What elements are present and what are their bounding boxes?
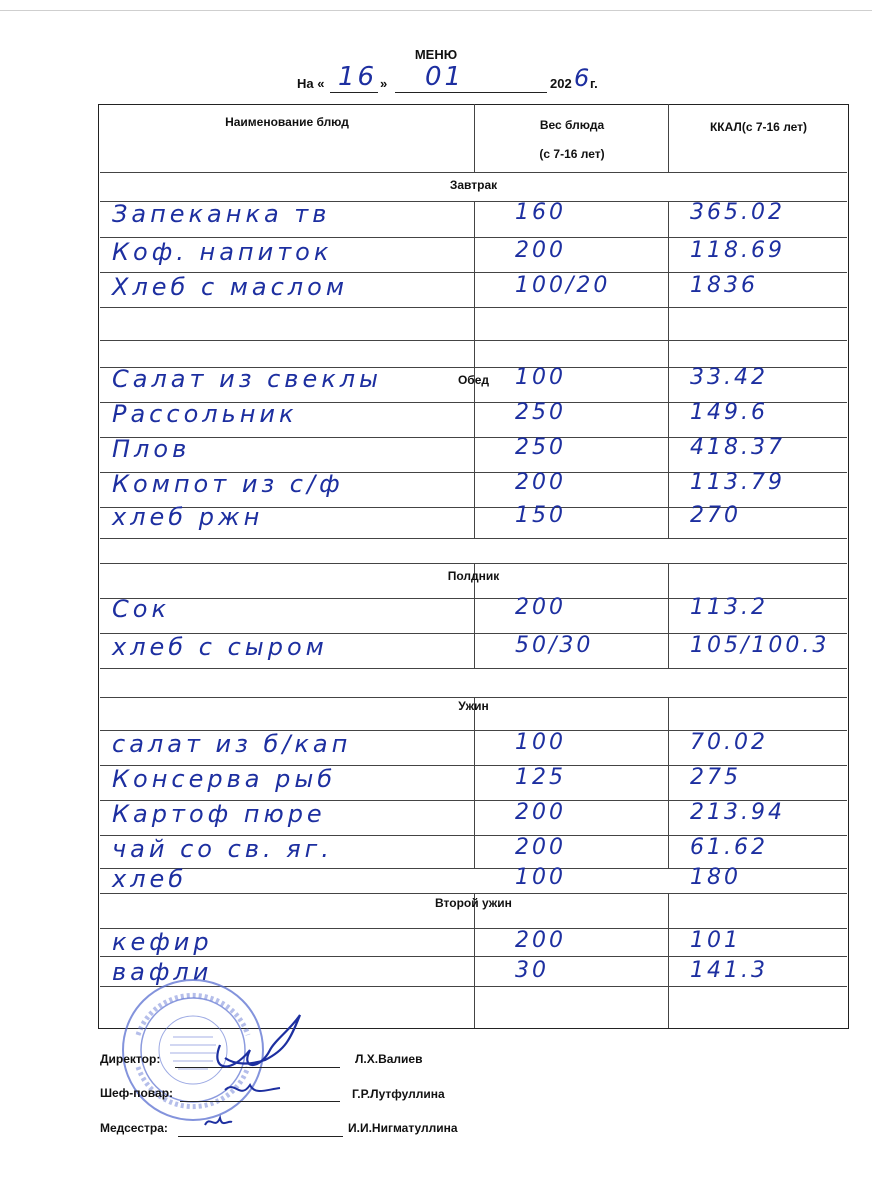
section-breakfast: Завтрак [449, 178, 498, 192]
dish-name: салат из б/кап [112, 730, 352, 758]
dish-name: вафли [112, 958, 213, 986]
dish-weight: 200 [515, 238, 566, 263]
month-line [395, 92, 547, 93]
dish-kcal: 118.69 [690, 238, 785, 263]
section-second-dinner: Второй ужин [435, 896, 512, 910]
dish-kcal: 70.02 [690, 730, 768, 755]
dish-weight: 200 [515, 928, 566, 953]
dish-kcal: 180 [690, 865, 741, 890]
dish-kcal: 275 [690, 765, 741, 790]
dish-name: Рассольник [112, 400, 298, 428]
dish-weight: 125 [515, 765, 566, 790]
dish-kcal: 365.02 [690, 200, 785, 225]
dish-kcal: 418.37 [690, 435, 785, 460]
column-divider [668, 201, 669, 538]
dish-weight: 100 [515, 865, 566, 890]
date-year-prefix: 202 [550, 76, 572, 91]
column-divider [474, 201, 475, 538]
dish-weight: 100 [515, 365, 566, 390]
chef-label: Шеф-повар: [100, 1086, 174, 1100]
dish-kcal: 61.62 [690, 835, 768, 860]
dish-name: кефир [112, 928, 213, 956]
header-dish-name: Наименование блюд [225, 115, 349, 129]
header-weight-age: (с 7-16 лет) [539, 147, 605, 161]
column-divider [668, 893, 669, 1028]
dish-weight: 30 [515, 958, 549, 983]
section-snack: Полдник [447, 569, 500, 583]
dish-name: Коф. напиток [112, 238, 333, 266]
date-year-digit: 6 [574, 64, 593, 92]
dish-weight: 50/30 [515, 633, 594, 658]
day-line [330, 92, 378, 93]
dish-weight: 200 [515, 470, 566, 495]
column-divider [474, 893, 475, 1028]
dish-kcal: 1836 [690, 273, 758, 298]
nurse-name: И.И.Нигматуллина [348, 1121, 458, 1135]
dish-name: Запеканка тв [112, 200, 331, 228]
dish-name: Хлеб с маслом [112, 273, 348, 301]
dish-weight: 200 [515, 595, 566, 620]
dish-weight: 200 [515, 835, 566, 860]
page-edge [0, 10, 872, 11]
row-divider [100, 668, 847, 669]
dish-kcal: 33.42 [690, 365, 768, 390]
date-mid: » [380, 76, 388, 91]
dish-kcal: 270 [690, 503, 741, 528]
header-kcal: ККАЛ(с 7-16 лет) [709, 120, 808, 134]
dish-name: хлеб с сыром [112, 633, 328, 661]
row-divider [100, 172, 847, 173]
dish-kcal: 113.79 [690, 470, 785, 495]
section-dinner: Ужин [458, 699, 489, 713]
dish-kcal: 141.3 [690, 958, 768, 983]
dish-weight: 100/20 [515, 273, 611, 298]
date-prefix: На « [297, 76, 325, 91]
dish-weight: 200 [515, 800, 566, 825]
dish-weight: 250 [515, 400, 566, 425]
chef-name: Г.Р.Лутфуллина [352, 1087, 445, 1101]
dish-kcal: 105/100.3 [690, 633, 830, 658]
column-divider [474, 697, 475, 868]
section-lunch: Обед [457, 373, 490, 387]
dish-name: хлеб ржн [112, 503, 264, 531]
nurse-label: Медсестра: [100, 1121, 168, 1135]
dish-name: хлеб [112, 865, 188, 893]
date-day: 16 [338, 62, 378, 92]
dish-weight: 250 [515, 435, 566, 460]
dish-name: Компот из с/ф [112, 470, 344, 498]
date-suffix: г. [590, 76, 598, 91]
dish-kcal: 213.94 [690, 800, 785, 825]
dish-weight: 160 [515, 200, 566, 225]
dish-name: Картоф пюре [112, 800, 326, 828]
column-divider [668, 697, 669, 868]
column-divider [668, 104, 669, 172]
dish-kcal: 101 [690, 928, 741, 953]
dish-kcal: 149.6 [690, 400, 768, 425]
header-weight: Вес блюда [539, 118, 605, 132]
handwritten-signatures-icon [180, 1010, 320, 1150]
dish-name: Салат из свеклы [112, 365, 382, 393]
row-divider [100, 538, 847, 539]
dish-name: Плов [112, 435, 191, 463]
date-month: 01 [425, 62, 465, 92]
dish-kcal: 113.2 [690, 595, 768, 620]
dish-name: чай со св. яг. [112, 835, 333, 863]
dish-name: Сок [112, 595, 170, 623]
dish-weight: 150 [515, 503, 566, 528]
document-title: МЕНЮ [414, 47, 458, 62]
director-name: Л.Х.Валиев [355, 1052, 423, 1066]
dish-name: Консерва рыб [112, 765, 337, 793]
column-divider [474, 104, 475, 172]
director-label: Директор: [100, 1052, 161, 1066]
dish-weight: 100 [515, 730, 566, 755]
